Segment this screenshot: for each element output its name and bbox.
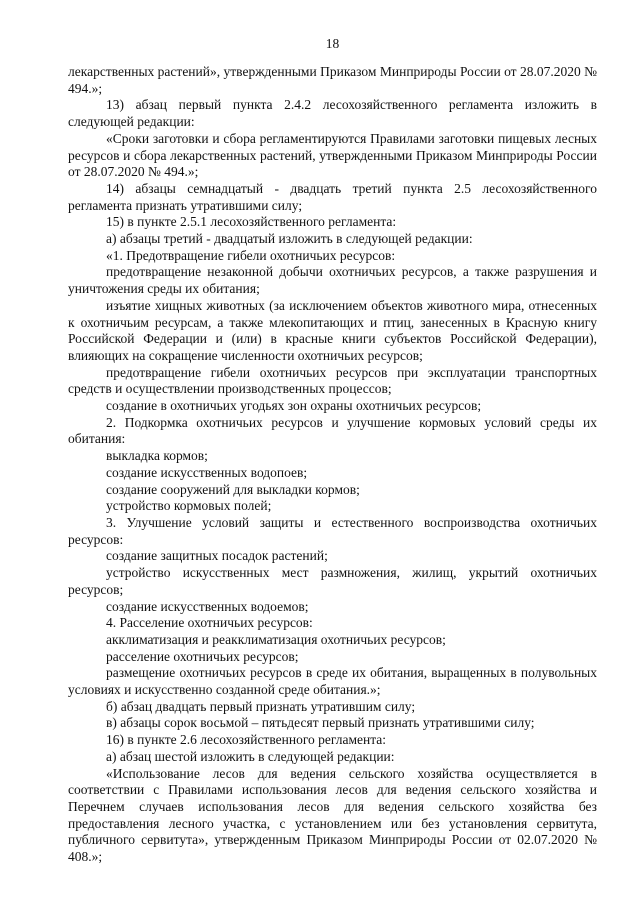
paragraph: 14) абзацы семнадцатый - двадцать третий пункта 2.5 лесохозяйственного регламента признать утратившими силу; xyxy=(68,180,597,213)
paragraph: создание искусственных водоемов; xyxy=(106,598,309,614)
paragraph: создание искусственных водопоев; xyxy=(106,464,308,480)
paragraph: 13) абзац первый пункта 2.4.2 лесохозяйственного регламента изложить в следующей редакции: xyxy=(68,97,597,130)
paragraph: создание в охотничьих угодьях зон охраны охотничьих ресурсов; xyxy=(106,398,482,414)
paragraph: акклиматизация и реакклиматизация охотничьих ресурсов; xyxy=(106,631,446,647)
paragraph: создание сооружений для выкладки кормов; xyxy=(106,481,360,497)
paragraph: а) абзацы третий - двадцатый изложить в следующей редакции: xyxy=(106,231,473,247)
paragraph: выкладка кормов; xyxy=(106,448,208,464)
paragraph: «1. Предотвращение гибели охотничьих ресурсов: xyxy=(106,247,396,263)
paragraph: 4. Расселение охотничьих ресурсов: xyxy=(106,615,313,631)
paragraph: расселение охотничьих ресурсов; xyxy=(106,648,299,664)
paragraph: 3. Улучшение условий защиты и естественного воспроизводства охотничьих ресурсов: xyxy=(68,514,597,547)
paragraph: в) абзацы сорок восьмой – пятьдесят первый признать утратившими силу; xyxy=(106,715,535,731)
page-number: 18 xyxy=(325,36,340,51)
paragraph: б) абзац двадцать первый признать утратившим силу; xyxy=(106,698,416,714)
document-body xyxy=(68,64,597,866)
paragraph: предотвращение незаконной добычи охотничьих ресурсов, а также разрушения и уничтожения среды их обитания; xyxy=(68,264,597,297)
paragraph: 2. Подкормка охотничьих ресурсов и улучшение кормовых условий среды их обитания: xyxy=(68,414,597,447)
paragraph: «Сроки заготовки и сбора регламентируются Правилами заготовки пищевых лесных ресурсов и сбора лекарственных растений, утвержденными Приказом Минприроды России от 28.07.2020 № 494.»; xyxy=(68,130,597,180)
paragraph: 15) в пункте 2.5.1 лесохозяйственного регламента: xyxy=(106,214,397,230)
document-page xyxy=(68,0,597,905)
paragraph: «Использование лесов для ведения сельского хозяйства осуществляется в соответствии с Правилами использования лесов для ведения сельского хозяйства и Перечнем случаев использования лесов для ведения сельского хозяйства без предоставления лесного участка, с установлением или без установления сервитута, публичного сервитута», утвержденным Приказом Минприроды России от 02.07.2020 № 408.»; xyxy=(68,765,597,865)
paragraph: а) абзац шестой изложить в следующей редакции: xyxy=(106,748,395,764)
paragraph: создание защитных посадок растений; xyxy=(106,548,328,564)
paragraph: предотвращение гибели охотничьих ресурсов при эксплуатации транспортных средств и осуществлении производственных процессов; xyxy=(68,364,597,397)
paragraph: устройство искусственных мест размножения, жилищ, укрытий охотничьих ресурсов; xyxy=(68,565,597,597)
paragraph: 16) в пункте 2.6 лесохозяйственного регламента: xyxy=(106,732,387,748)
paragraph: лекарственных растений», утвержденными Приказом Минприроды России от 28.07.2020 № 494.»; xyxy=(68,64,597,96)
paragraph: изъятие хищных животных (за исключением объектов животного мира, отнесенных к охотничьим ресурсам, а также млекопитающих и птиц, занесенных в Красную книгу Российской Федерации и (или) в красные книги субъектов Российской Федерации), влияющих на сокращение численности охотничьих ресурсов; xyxy=(68,297,597,363)
paragraph: размещение охотничьих ресурсов в среде их обитания, выращенных в полувольных условиях и искусственно созданной среде обитания.»; xyxy=(68,665,597,698)
paragraph: устройство кормовых полей; xyxy=(106,498,272,514)
